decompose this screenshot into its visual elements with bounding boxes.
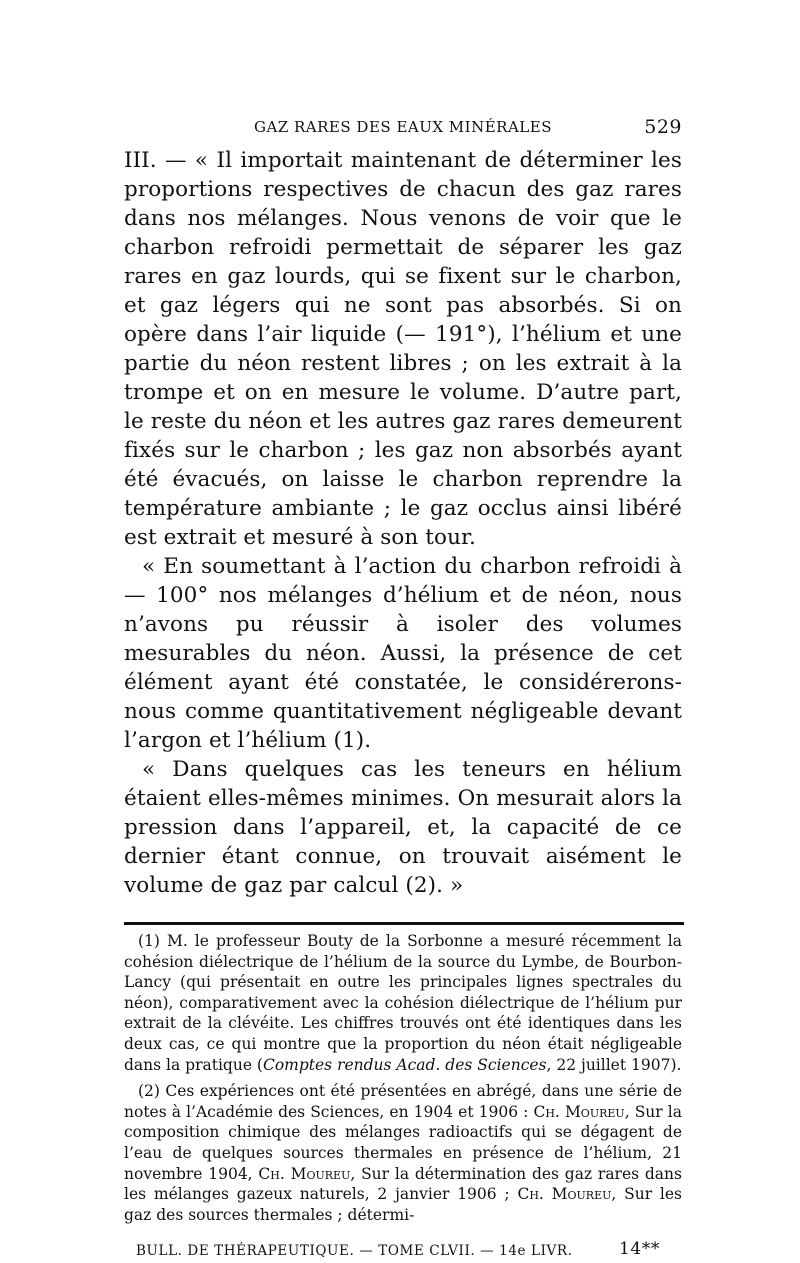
footnote-1-citation: Comptes rendus Acad. des Sciences: [262, 1055, 547, 1074]
footnote-2-text-d: , Sur les gaz des sources thermales ; détermi-: [124, 1185, 682, 1224]
footnote-divider: [124, 922, 684, 925]
footnote-2-author: Ch. Moureu: [517, 1185, 612, 1204]
signature-mark: 14**: [618, 1239, 660, 1260]
footnote-1-text: (1) M. le professeur Bouty de la Sorbonne a mesuré récemment la cohésion diélectrique de l’hélium de la source du Lymbe, de Bourbon-Lancy (qui présentait en outre les principales lignes spectrales du néon), comparativement avec la cohésion diélectrique de l’hélium pur extrait de la clévéite. Les chiffres trouvés ont été identiques dans les deux cas, ce qui montre que la proportion du néon était négligeable dans la pratique (: [124, 932, 682, 1074]
paragraph-1: III. — « Il importait maintenant de déterminer les proportions respectives de chacun des gaz rares dans nos mélanges. Nous venons de voir que le charbon refroidi permettait de séparer les gaz rares en gaz lourds, qui se fixent sur le charbon, et gaz légers qui ne sont pas absorbés. Si on opère dans l’air liquide (— 191°), l’hélium et une partie du néon restent libres ; on les extrait à la trompe et on en mesure le volume. D’autre part, le reste du néon et les autres gaz rares demeurent fixés sur le charbon ; les gaz non absorbés ayant été évacués, on laisse le charbon reprendre la température ambiante ; le gaz occlus ainsi libéré est extrait et mesuré à son tour.: [124, 148, 682, 550]
footnotes: [124, 931, 682, 1225]
main-text: [124, 146, 682, 900]
document-page: [124, 114, 682, 1263]
page-footer: [124, 1239, 682, 1263]
footnote-2-text-b: , Sur la composition chimique des mélanges radioactifs qui se dégagent de l’eau de quelques sources thermales en présence de l’hélium, 21 novembre 1904,: [124, 1102, 682, 1183]
printer-signature: BULL. DE THÉRAPEUTIQUE. — TOME CLVII. — 14e LIVR.: [136, 1243, 573, 1260]
footnote-2-author: Ch. Moureu: [258, 1164, 351, 1183]
footnote-1: [124, 931, 682, 1075]
footnote-2-text-c: , Sur la détermination des gaz rares dans les mélanges gazeux naturels, 2 janvier 1906 ;: [124, 1164, 682, 1204]
paragraph-3: « Dans quelques cas les teneurs en hélium étaient elles-mêmes minimes. On mesurait alors la pression dans l’appareil, et, la capacité de ce dernier étant connue, on trouvait aisément le volume de gaz par calcul (2). »: [124, 757, 682, 898]
paragraph-2: « En soumettant à l’action du charbon refroidi à — 100° nos mélanges d’hélium et de néon, nous n’avons pu réussir à isoler des volumes mesurables du néon. Aussi, la présence de cet élément ayant été constatée, le considérerons-nous comme quantitativement négligeable devant l’argon et l’hélium (1).: [124, 554, 682, 753]
running-title: GAZ RARES DES EAUX MINÉRALES: [254, 118, 552, 136]
footnote-1-date: , 22 juillet 1907).: [546, 1055, 682, 1074]
page-number: 529: [644, 116, 682, 138]
footnote-2-author: Ch. Moureu: [533, 1102, 625, 1121]
footnote-2-text: (2) Ces expériences ont été présentées en abrégé, dans une série de notes à l’Académie des Sciences, en 1904 et 1906 :: [124, 1082, 682, 1121]
footnote-2: [124, 1081, 682, 1225]
running-header: [124, 114, 682, 142]
